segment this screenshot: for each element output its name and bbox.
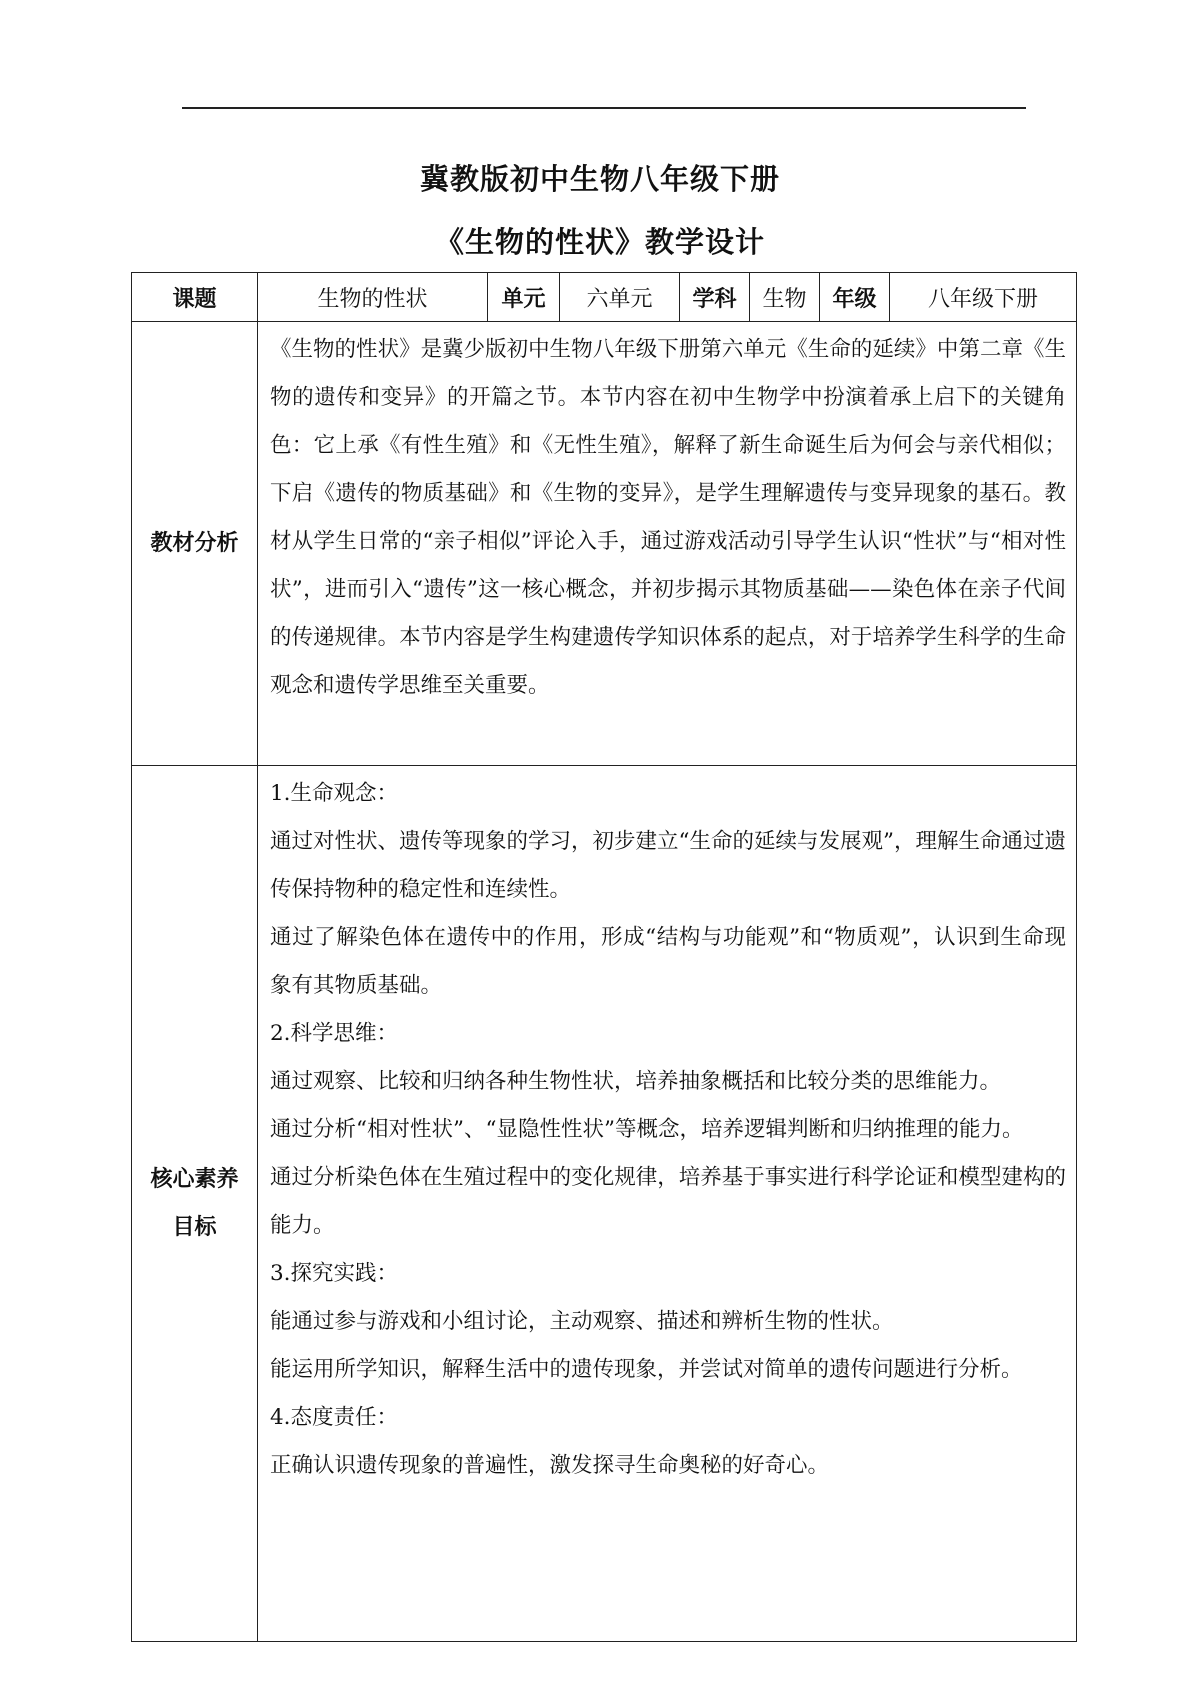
unit-value: 六单元 (560, 273, 680, 322)
document-title: 冀教版初中生物八年级下册 (419, 162, 780, 196)
goals-label (132, 766, 258, 1642)
lesson-plan-table (131, 272, 1077, 1642)
goal-heading-practice: 3.探究实践： (270, 1261, 399, 1286)
goal-item: 通过观察、比较和归纳各种生物性状，培养抽象概括和比较分类的思维能力。 (270, 1069, 1002, 1094)
grade-value: 八年级下册 (890, 273, 1077, 322)
analysis-text: 《生物的性状》是冀少版初中生物八年级下册第六单元《生命的延续》中第二章《生物的遗传和变异》的开篇之节。本节内容在初中生物学中扮演着承上启下的关键角色：它上承《有性生殖》和《无性生殖》，解释了新生命诞生后为何会与亲代相似；下启《遗传的物质基础》和《生物的变异》，是学生理解遗传与变异现象的基石。教材从学生日常的“亲子相似”评论入手，通过游戏活动引导学生认识“性状”与“相对性状”，进而引入“遗传”这一核心概念，并初步揭示其物质基础——染色体在亲子代间的传递规律。本节内容是学生构建遗传学知识体系的起点，对于培养学生科学的生命观念和遗传学思维至关重要。 (270, 337, 1066, 698)
analysis-label: 教材分析 (132, 322, 258, 766)
goals-label-line1: 核心素养 (150, 1166, 239, 1192)
goal-item: 能运用所学知识，解释生活中的遗传现象，并尝试对简单的遗传问题进行分析。 (270, 1357, 1023, 1382)
analysis-cell (258, 322, 1077, 766)
document-subtitle: 《生物的性状》教学设计 (434, 225, 765, 259)
goals-cell (258, 766, 1077, 1642)
goal-heading-attitude: 4.态度责任： (270, 1405, 399, 1430)
goals-label-line2: 目标 (172, 1214, 217, 1240)
header-rule (182, 107, 1026, 109)
subject-label: 学科 (680, 273, 750, 322)
goal-item: 通过分析“相对性状”、“显隐性性状”等概念，培养逻辑判断和归纳推理的能力。 (270, 1117, 1024, 1142)
goals-row (132, 766, 1077, 1642)
goal-item: 正确认识遗传现象的普遍性，激发探寻生命奥秘的好奇心。 (270, 1453, 830, 1478)
goal-heading-life: 1.生命观念： (270, 781, 399, 806)
subject-value: 生物 (750, 273, 820, 322)
goal-heading-thinking: 2.科学思维： (270, 1021, 399, 1046)
table-header-row (132, 273, 1077, 322)
topic-value: 生物的性状 (258, 273, 488, 322)
goal-item: 通过了解染色体在遗传中的作用，形成“结构与功能观”和“物质观”，认识到生命现象有其物质基础。 (270, 925, 1066, 998)
goal-item: 能通过参与游戏和小组讨论，主动观察、描述和辨析生物的性状。 (270, 1309, 894, 1334)
goal-item: 通过对性状、遗传等现象的学习，初步建立“生命的延续与发展观”，理解生命通过遗传保持物种的稳定性和连续性。 (270, 829, 1066, 902)
goal-item: 通过分析染色体在生殖过程中的变化规律，培养基于事实进行科学论证和模型建构的能力。 (270, 1165, 1066, 1238)
unit-label: 单元 (488, 273, 560, 322)
grade-label: 年级 (820, 273, 890, 322)
topic-label: 课题 (132, 273, 258, 322)
analysis-row (132, 322, 1077, 766)
